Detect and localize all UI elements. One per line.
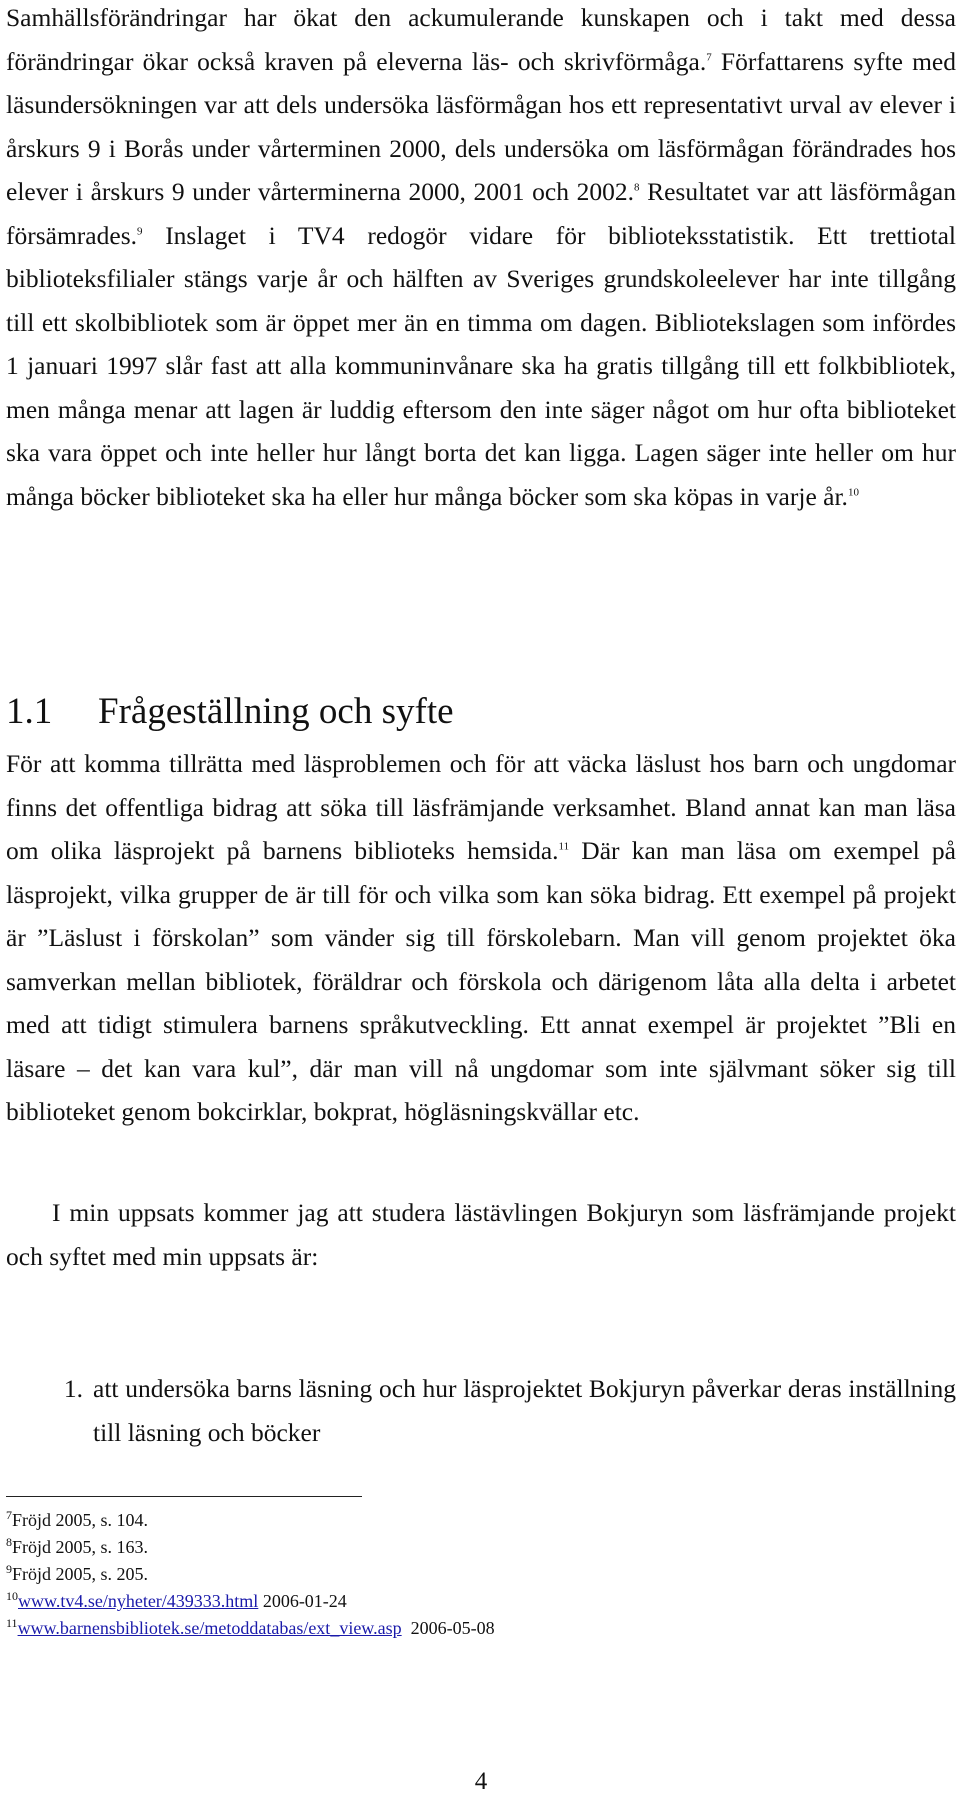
footnote <box>6 1507 956 1534</box>
paragraph-text: För att komma tillrätta med läsproblemen och för att väcka läslust hos barn och ungdomar finns det offentliga bidrag att söka till läsfrämjande verksamhet. Bland annat kan man läsa om olika läsprojekt på barnens biblioteks hemsida. <box>6 749 956 865</box>
numbered-list <box>6 1367 956 1454</box>
footnote-ref[interactable]: 11 <box>558 840 570 853</box>
footnote-divider <box>6 1496 362 1497</box>
body-paragraph: I min uppsats kommer jag att studera lästävlingen Bokjuryn som läsfrämjande projekt och syftet med min uppsats är: <box>6 1198 956 1271</box>
list-marker: 1. <box>63 1374 83 1403</box>
body-paragraph <box>6 0 956 518</box>
section-number: 1.1 <box>6 691 53 732</box>
section-heading <box>6 688 454 736</box>
footnote-date: 2006-05-08 <box>401 1618 495 1638</box>
section-title: Frågeställning och syfte <box>98 691 454 732</box>
footnote <box>6 1615 956 1642</box>
page-number: 4 <box>474 1768 488 1795</box>
footnotes <box>6 1507 956 1642</box>
list-item <box>6 1367 956 1454</box>
footnote <box>6 1534 956 1561</box>
footnote-link[interactable]: www.tv4.se/nyheter/439333.html <box>18 1591 259 1611</box>
footnote-ref[interactable]: 10 <box>847 486 859 498</box>
footnote-ref[interactable]: 7 <box>706 51 712 63</box>
paragraph-text: Inslaget i TV4 redogör vidare för biblioteksstatistik. Ett trettiotal biblioteksfilialer stängs varje år och hälften av Sveriges grundskoleelever har inte tillgång till ett skolbibliotek som är öppet mer än en timma om dagen. Bibliotekslagen som infördes 1 januari 1997 slår fast att alla kommuninvånare ska ha gratis tillgång till ett folkbibliotek, men många menar att lagen är luddig eftersom den inte säger något om hur ofta biblioteket ska vara öppet och inte heller hur långt borta det kan ligga. Lagen säger inte heller om hur många böcker biblioteket ska ha eller hur många böcker som ska köpas in varje år. <box>6 220 956 511</box>
paragraph-text: Samhällsförändringar har ökat den ackumulerande kunskapen och i takt med dessa förändringar ökar också kraven på eleverna läs- och skrivförmåga. <box>6 3 956 76</box>
footnote-ref[interactable]: 9 <box>137 225 143 237</box>
footnote-number: 10 <box>6 1589 18 1603</box>
footnote-date: 2006-01-24 <box>258 1591 347 1611</box>
footnote-ref[interactable]: 8 <box>633 181 640 194</box>
paragraph-text: Resultatet var att läsförmågan försämrades. <box>6 177 956 250</box>
footnote-number: 7 <box>6 1508 12 1522</box>
footnote-number: 9 <box>6 1562 12 1576</box>
list-item-text: att undersöka barns läsning och hur läsprojektet Bokjuryn påverkar deras inställning till läsning och böcker <box>93 1374 956 1447</box>
footnote-text: Fröjd 2005, s. 104. <box>12 1510 149 1530</box>
footnote <box>6 1588 956 1615</box>
footnote <box>6 1561 956 1588</box>
footnote-text: Fröjd 2005, s. 205. <box>12 1564 149 1584</box>
footnote-text: Fröjd 2005, s. 163. <box>12 1537 149 1557</box>
paragraph-text: Där kan man läsa om exempel på läsprojekt, vilka grupper de är till för och vilka som kan söka bidrag. Ett exempel på projekt är ”Läslust i förskolan” som vänder sig till förskolebarn. Man vill genom projektet öka samverkan mellan bibliotek, föräldrar och förskola och därigenom låta alla delta i arbetet med att tidigt stimulera barnens språkutveckling. Ett annat exempel är projektet ”Bli en läsare – det kan vara kul”, där man vill nå ungdomar som inte självmant söker sig till biblioteket genom bokcirklar, bokprat, högläsningskvällar etc. <box>6 836 956 1126</box>
body-paragraph <box>6 742 956 1134</box>
footnote-number: 8 <box>6 1535 12 1549</box>
footnote-number: 11 <box>6 1616 18 1630</box>
footnote-link[interactable]: www.barnensbibliotek.se/metoddatabas/ext_view.asp <box>17 1618 402 1638</box>
paragraph-text: Författarens syfte med läsundersökningen var att dels undersöka läsförmågan hos ett representativt urval av elever i årskurs 9 i Borås under vårterminen 2000, dels undersöka om läsförmågan förändrades hos elever i årskurs 9 under vårterminerna 2000, 2001 och 2002. <box>6 46 956 206</box>
